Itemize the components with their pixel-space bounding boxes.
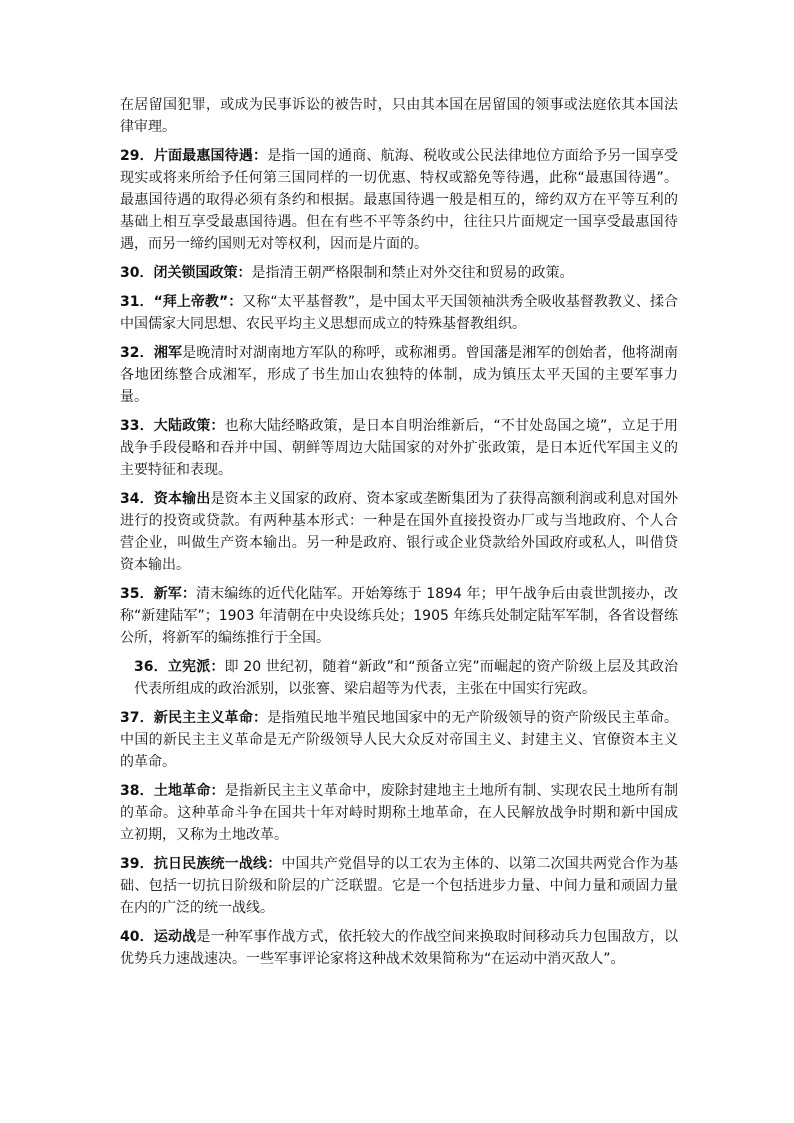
term-title: 运动战 <box>153 929 197 945</box>
term-33-paragraph <box>120 415 678 481</box>
term-number: 31． <box>120 294 154 310</box>
term-title: 新民主主义革命： <box>153 710 268 726</box>
paragraph-text: 在居留国犯罪，或成为民事诉讼的被告时，只由其本国在居留国的领事或法庭依其本国法律审理。 <box>120 97 678 135</box>
term-title: 闭关锁国政策： <box>153 265 252 281</box>
term-number: 36． <box>134 659 168 675</box>
term-definition: 是指新民主主义革命中，废除封建地主土地所有制、实现农民土地所有制的革命。这种革命斗争在国共十年对峙时期称土地革命，在人民解放战争时期和新中国成立初期，又称为土地改革。 <box>120 783 679 843</box>
term-definition: 也称大陆经略政策，是日本自明治维新后，“不甘处岛国之境”，立足于用战争手段侵略和吞并中国、朝鲜等周边大陆国家的对外扩张政策，是日本近代军国主义的主要特征和表现。 <box>120 418 679 478</box>
term-number: 34． <box>120 491 154 507</box>
term-definition: 是指清王朝严格限制和禁止对外交往和贸易的政策。 <box>251 265 574 281</box>
document-page <box>120 94 678 977</box>
paragraph-continuation <box>120 94 678 138</box>
term-number: 40． <box>120 929 154 945</box>
term-29-paragraph <box>120 145 678 255</box>
term-number: 32． <box>120 345 154 361</box>
term-number: 38． <box>120 783 154 799</box>
term-title: 资本输出 <box>153 491 211 507</box>
term-definition: 是晚清时对湖南地方军队的称呼，或称湘勇。曾国藩是湘军的创始者，他将湖南各地团练整合成湘军，形成了书生加山农独特的体制，成为镇压太平天国的主要军事力量。 <box>120 345 678 405</box>
term-title: 立宪派： <box>167 659 225 675</box>
term-32-paragraph <box>120 342 678 408</box>
term-definition: 又称“太平基督教”，是中国太平天国领袖洪秀全吸收基督教教义、揉合中国儒家大同思想、农民平均主义思想而成立的特殊基督教组织。 <box>120 294 678 332</box>
term-38-paragraph <box>120 780 678 846</box>
term-definition: 是指一国的通商、航海、税收或公民法律地位方面给予另一国享受现实或将来所给予任何第三国同样的一切优惠、特权或豁免等待遇，此称“最惠国待遇”。最惠国待遇的取得必须有条约和根据。最惠国待遇一般是相互的，缔约双方在平等互利的基础上相互享受最惠国待遇。但在有些不平等条约中，往往只片面规定一国享受最惠国待遇，而另一缔约国则无对等权利，因而是片面的。 <box>120 148 679 252</box>
term-39-paragraph <box>120 853 678 919</box>
term-title: 湘军 <box>153 345 183 361</box>
term-definition: 中国共产党倡导的以工农为主体的、以第二次国共两党合作为基础、包括一切抗日阶级和阶层的广泛联盟。它是一个包括进步力量、中间力量和顽固力量在内的广泛的统一战线。 <box>120 856 679 916</box>
term-title: 片面最惠国待遇： <box>153 148 268 164</box>
term-number: 37． <box>120 710 154 726</box>
term-title: 土地革命： <box>153 783 225 799</box>
term-title: 新军： <box>153 586 197 602</box>
term-37-paragraph <box>120 707 678 773</box>
term-title: 大陆政策： <box>153 418 225 434</box>
term-title: 抗日民族统一战线： <box>153 856 282 872</box>
term-number: 29． <box>120 148 154 164</box>
term-definition: 是资本主义国家的政府、资本家或垄断集团为了获得高额利润或利息对国外进行的投资或贷款。有两种基本形式：一种是在国外直接投资办厂或与当地政府、个人合营企业，叫做生产资本输出。另一种是政府、银行或企业贷款给外国政府或私人，叫借贷资本输出。 <box>120 491 679 573</box>
term-definition: 清末编练的近代化陆军。开始筹练于 1894 年；甲午战争后由袁世凯接办，改称“新建陆军”；1903 年清朝在中央设练兵处；1905 年练兵处制定陆军军制，各省设督练公所，将新军的编练推行于全国。 <box>120 586 679 646</box>
term-definition: 是指殖民地半殖民地国家中的无产阶级领导的资产阶级民主革命。中国的新民主主义革命是无产阶级领导人民大众反对帝国主义、封建主义、官僚资本主义的革命。 <box>120 710 679 770</box>
term-number: 35． <box>120 586 154 602</box>
term-30-paragraph <box>120 262 678 284</box>
term-definition: 是一种军事作战方式，依托较大的作战空间来换取时间移动兵力包围敌方，以优势兵力速战速决。一些军事评论家将这种战术效果简称为“在运动中消灭敌人”。 <box>120 929 678 967</box>
term-40-paragraph <box>120 926 678 970</box>
term-35-paragraph <box>120 583 678 649</box>
term-number: 33． <box>120 418 154 434</box>
term-31-paragraph <box>120 291 678 335</box>
term-definition: 即 20 世纪初，随着“新政”和“预备立宪”而崛起的资产阶级上层及其政治代表所组成的政治派别，以张謇、梁启超等为代表，主张在中国实行宪政。 <box>134 659 679 697</box>
term-title: “拜上帝教”： <box>153 294 243 310</box>
term-34-paragraph <box>120 488 678 576</box>
term-36-paragraph <box>120 656 678 700</box>
term-number: 39． <box>120 856 154 872</box>
term-number: 30． <box>120 265 154 281</box>
